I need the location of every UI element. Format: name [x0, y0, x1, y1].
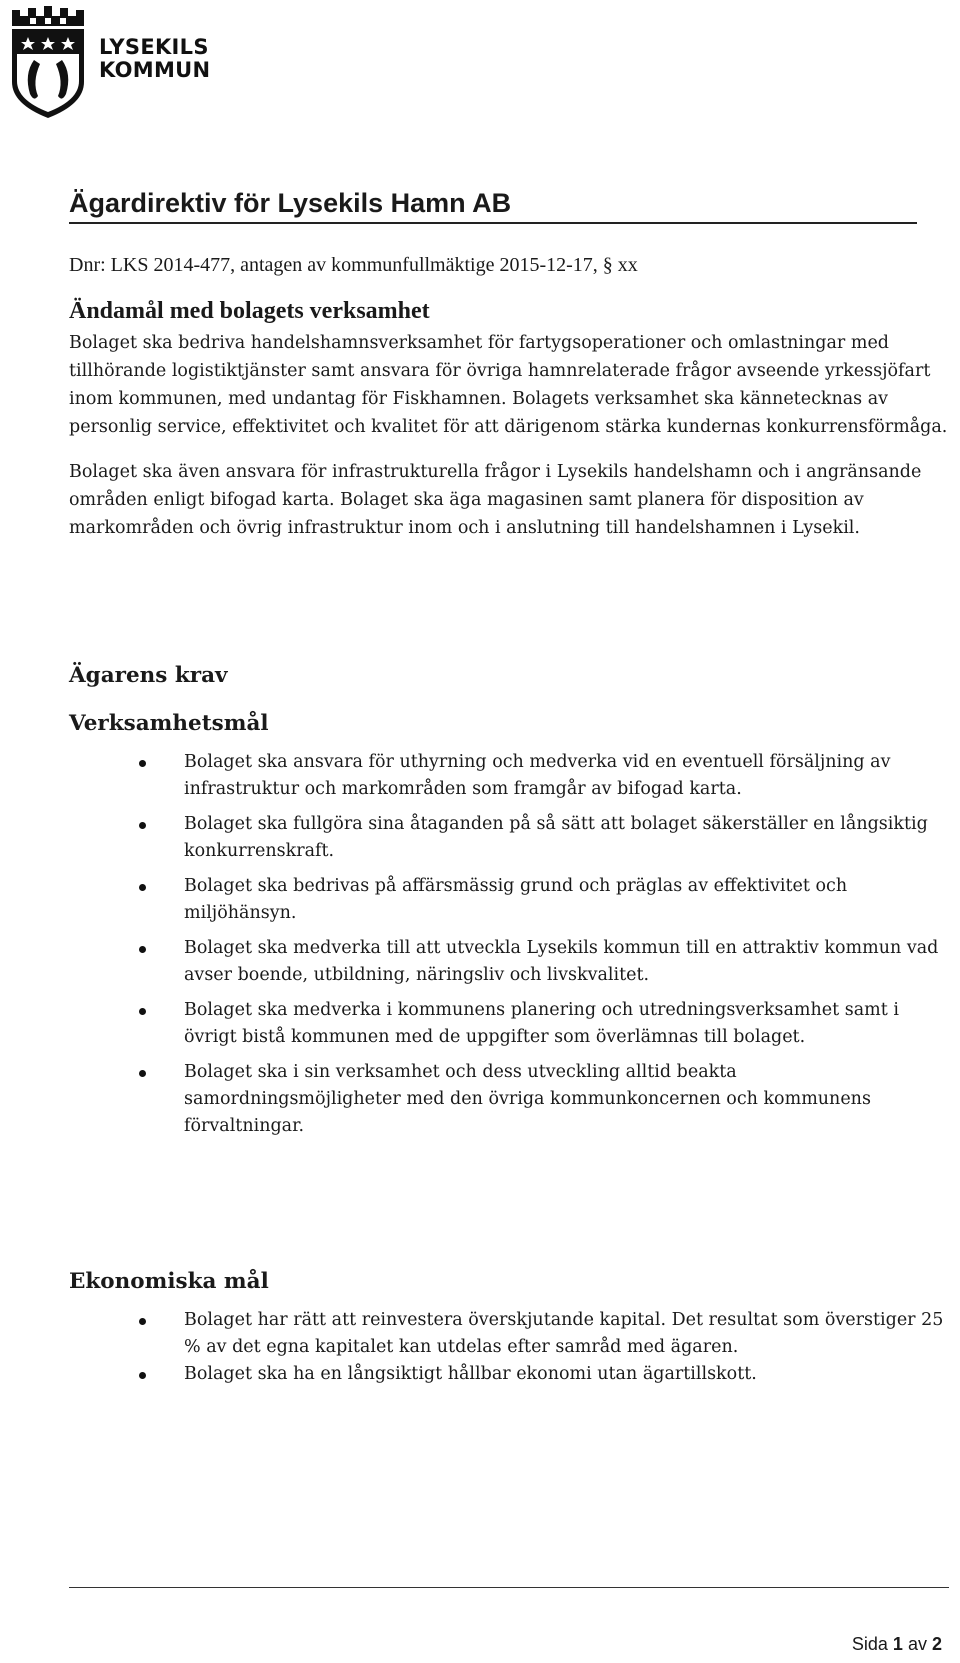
list-item — [0, 1307, 954, 1361]
document-reference: Dnr: LKS 2014-477, antagen av kommunfullmäktige 2015-12-17, § xx — [69, 254, 638, 276]
page-of: av — [907, 1634, 927, 1654]
list-item-text: Bolaget ska i sin verksamhet och dess utveckling alltid beakta samordningsmöjligheter med den övriga kommunkoncernen och kommunens förvaltningar. — [184, 1062, 871, 1136]
purpose-paragraph-2: Bolaget ska även ansvara för infrastrukturella frågor i Lysekils handelshamn och i angränsande områden enligt bifogad karta. Bolaget ska äga magasinen samt planera för disposition av markområden och övrig infrastruktur inom och i anslutning till handelshamnen i Lysekil. — [69, 462, 922, 538]
list-item-text: Bolaget har rätt att reinvestera överskjutande kapital. Det resultat som överstiger 25 % av det egna kapitalet kan utdelas efter samråd med ägaren. — [184, 1310, 944, 1357]
economic-goals-heading: Ekonomiska mål — [69, 1269, 269, 1294]
operational-goals-list — [0, 749, 954, 1140]
bullet-icon — [139, 1318, 146, 1325]
list-item-text: Bolaget ska bedrivas på affärsmässig grund och präglas av effektivitet och miljöhänsyn. — [184, 876, 848, 923]
bullet-icon — [139, 1070, 146, 1077]
list-item — [0, 1361, 954, 1388]
list-item-text: Bolaget ska ha en långsiktigt hållbar ekonomi utan ägartillskott. — [184, 1364, 757, 1384]
list-item-text: Bolaget ska medverka till att utveckla Lysekils kommun till en attraktiv kommun vad avser boende, utbildning, näringsliv och livskvalitet. — [184, 938, 939, 985]
municipality-logo — [8, 4, 218, 124]
purpose-paragraph-1: Bolaget ska bedriva handelshamnsverksamhet för fartygsoperationer och omlastningar med tillhörande logistiktjänster samt ansvara för övriga hamnrelaterade frågor avseende yrkessjöfart inom kommunen, med undantag för Fiskhamnen. Bolagets verksamhet ska kännetecknas av personlig service, effektivitet och kvalitet för att därigenom stärka kundernas konkurrensförmåga. — [69, 333, 948, 437]
bullet-icon — [139, 822, 146, 829]
list-item — [0, 873, 954, 927]
list-item-text: Bolaget ska ansvara för uthyrning och medverka vid en eventuell försäljning av infrastruktur och markområden som framgår av bifogad karta. — [184, 752, 891, 799]
purpose-heading: Ändamål med bolagets verksamhet — [69, 298, 430, 324]
bullet-icon — [139, 884, 146, 891]
list-item — [0, 935, 954, 989]
list-item-text: Bolaget ska medverka i kommunens planering och utredningsverksamhet samt i övrigt bistå kommunen med de uppgifter som överlämnas till bolaget. — [184, 1000, 899, 1047]
page-number — [852, 1633, 942, 1655]
purpose-section — [69, 296, 949, 542]
economic-goals-list — [0, 1307, 954, 1388]
footer-divider — [69, 1587, 949, 1588]
owner-requirements-heading: Ägarens krav — [69, 663, 228, 688]
operational-goals-heading: Verksamhetsmål — [69, 711, 269, 736]
coat-of-arms-icon — [8, 4, 88, 124]
list-item — [0, 749, 954, 803]
list-item — [0, 811, 954, 865]
list-item — [0, 997, 954, 1051]
bullet-icon — [139, 760, 146, 767]
list-item — [0, 1059, 954, 1140]
bullet-icon — [139, 1008, 146, 1015]
logo-text-line-1: LYSEKILS — [99, 35, 209, 59]
bullet-icon — [139, 1372, 146, 1379]
bullet-icon — [139, 946, 146, 953]
page-word: Sida — [851, 1634, 888, 1654]
document-title: Ägardirektiv för Lysekils Hamn AB — [69, 186, 917, 224]
list-item-text: Bolaget ska fullgöra sina åtaganden på så sätt att bolaget säkerställer en långsiktig konkurrenskraft. — [184, 814, 928, 861]
logo-text-line-2: KOMMUN — [99, 58, 211, 82]
page-total: 2 — [931, 1634, 942, 1654]
page-current: 1 — [892, 1634, 903, 1654]
